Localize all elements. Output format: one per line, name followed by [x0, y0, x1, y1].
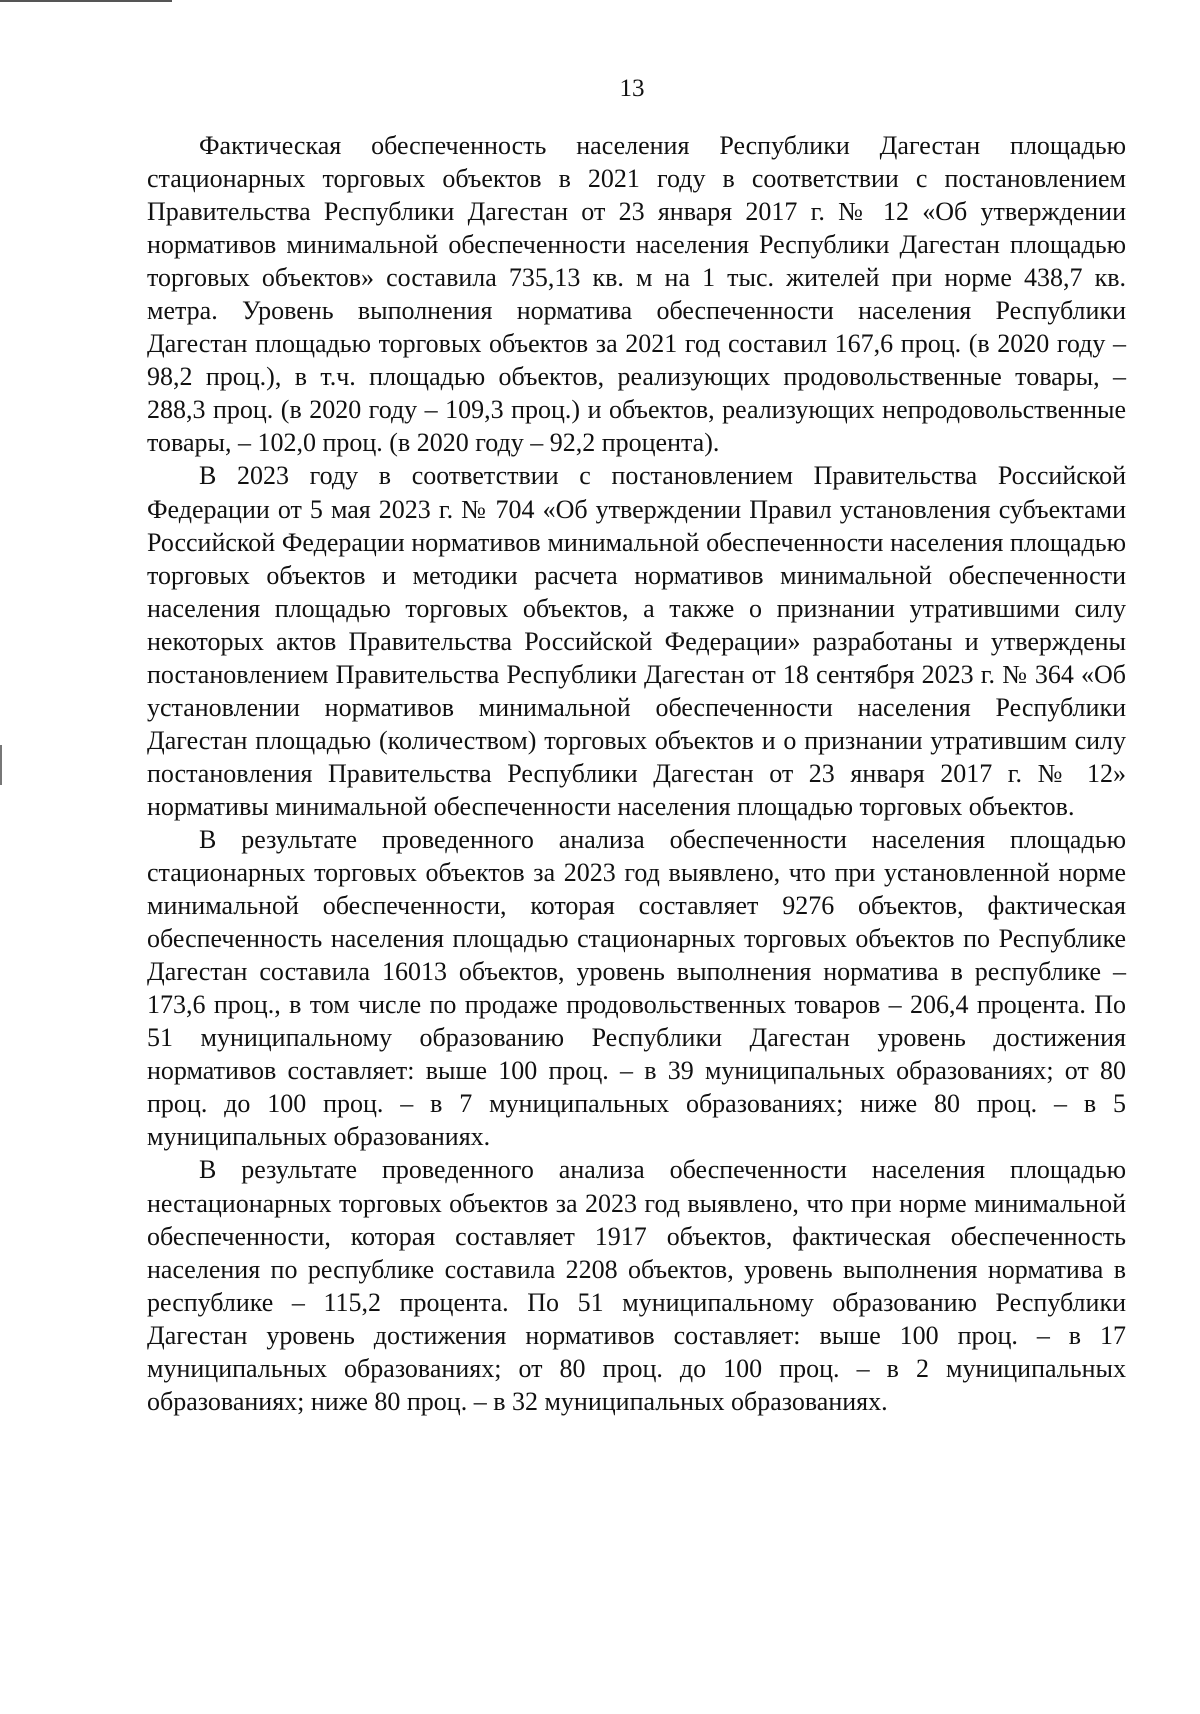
- scan-edge-mark-left: [0, 745, 2, 785]
- paragraph-4: В результате проведенного анализа обеспеченности населения площадью нестационарных торговых объектов за 2023 год выявлено, что при норме минимальной обеспеченности, которая составляет 1917 объектов, фактическая обеспеченность населения по республике составила 2208 объектов, уровень выполнения норматива в республике – 115,2 процента. По 51 муниципальному образованию Республики Дагестан уровень достижения нормативов составляет: выше 100 проц. – в 17 муниципальных образованиях; от 80 проц. до 100 проц. – в 2 муниципальных образованиях; ниже 80 проц. – в 32 муниципальных образованиях.: [147, 1155, 1126, 1416]
- paragraph-3: В результате проведенного анализа обеспеченности населения площадью стационарных торговых объектов за 2023 год выявлено, что при установленной норме минимальной обеспеченности, которая составляет 9276 объектов, фактическая обеспеченность населения площадью стационарных торговых объектов по Республике Дагестан составила 16013 объектов, уровень выполнения норматива в республике – 173,6 проц., в том числе по продаже продовольственных товаров – 206,4 процента. По 51 муниципальному образованию Республики Дагестан уровень достижения нормативов составляет: выше 100 проц. – в 39 муниципальных образованиях; от 80 проц. до 100 проц. – в 7 муниципальных образованиях; ниже 80 проц. – в 5 муниципальных образованиях.: [147, 824, 1126, 1152]
- document-body: [147, 129, 1126, 1418]
- paragraph-2: В 2023 году в соответствии с постановлением Правительства Российской Федерации от 5 мая 2023 г. № 704 «Об утверждении Правил установления субъектами Российской Федерации нормативов минимальной обеспеченности населения площадью торговых объектов и методики расчета нормативов минимальной обеспеченности населения площадью торговых объектов, а также о признании утратившими силу некоторых актов Правительства Российской Федерации» разработаны и утверждены постановлением Правительства Республики Дагестан от 18 сентября 2023 г. № 364 «Об установлении нормативов минимальной обеспеченности населения Республики Дагестан площадью (количеством) торговых объектов и о признании утратившим силу постановления Правительства Республики Дагестан от 23 января 2017 г. № 12» нормативы минимальной обеспеченности населения площадью торговых объектов.: [147, 461, 1126, 821]
- paragraph-1: Фактическая обеспеченность населения Республики Дагестан площадью стационарных торговых объектов в 2021 году в соответствии с постановлением Правительства Республики Дагестан от 23 января 2017 г. № 12 «Об утверждении нормативов минимальной обеспеченности населения Республики Дагестан площадью торговых объектов» составила 735,13 кв. м на 1 тыс. жителей при норме 438,7 кв. метра. Уровень выполнения норматива обеспеченности населения Республики Дагестан площадью торговых объектов за 2021 год составил 167,6 проц. (в 2020 году – 98,2 проц.), в т.ч. площадью объектов, реализующих продовольственные товары, – 288,3 проц. (в 2020 году – 109,3 проц.) и объектов, реализующих непродовольственные товары, – 102,0 проц. (в 2020 году – 92,2 процента).: [147, 131, 1126, 458]
- scan-edge-mark-top: [0, 0, 172, 2]
- page-number: 13: [619, 75, 645, 102]
